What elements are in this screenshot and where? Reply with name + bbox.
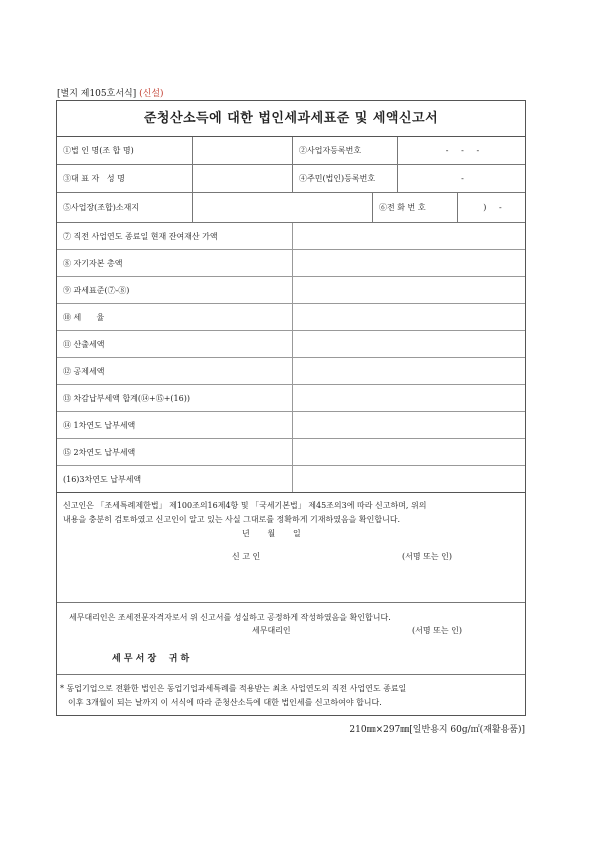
calc-row-label: ⑮ 2차연도 납부세액 bbox=[63, 448, 136, 457]
calc-row bbox=[57, 331, 525, 358]
calc-row-value[interactable] bbox=[292, 331, 528, 357]
calc-row-label: ⑦ 직전 사업연도 종료일 현재 잔여재산 가액 bbox=[63, 232, 218, 241]
office-info-row bbox=[57, 193, 525, 223]
phone-label: ⑥전 화 번 호 bbox=[372, 193, 457, 222]
declaration-text-line2: 내용을 충분히 검토하였고 신고인이 알고 있는 사실 그대로를 정확하게 기재하였음을 확인합니다. bbox=[63, 515, 401, 524]
paper-spec: 210㎜×297㎜[일반용지 60g/㎡(재활용품)] bbox=[349, 725, 525, 735]
office-address-field[interactable] bbox=[192, 193, 372, 222]
calc-row bbox=[57, 412, 525, 439]
calc-row-label: ⑫ 공제세액 bbox=[63, 367, 105, 376]
calc-row bbox=[57, 358, 525, 385]
calc-row-value[interactable] bbox=[292, 385, 528, 411]
note-section bbox=[57, 675, 525, 717]
office-address-label: ⑤사업장(조합)소재지 bbox=[63, 203, 140, 212]
corp-info-row bbox=[57, 137, 525, 165]
calc-row-value[interactable] bbox=[292, 277, 528, 303]
resident-no-label: ④주민(법인)등록번호 bbox=[292, 165, 397, 192]
calc-table bbox=[57, 223, 525, 484]
biz-reg-field[interactable]: - - - bbox=[397, 137, 527, 164]
calc-row-value[interactable] bbox=[292, 223, 528, 249]
rep-name-field[interactable] bbox=[192, 165, 292, 192]
declaration-section bbox=[57, 493, 525, 603]
calc-row-label: ⑭ 1차연도 납부세액 bbox=[63, 421, 136, 430]
calc-row-label: (16)3차연도 납부세액 bbox=[63, 475, 142, 484]
biz-reg-label: ②사업자등록번호 bbox=[292, 137, 397, 164]
rep-info-row bbox=[57, 165, 525, 193]
agent-text: 세무대리인은 조세전문자격자로서 위 신고서를 성실하고 공정하게 작성하였음을 확인합니다. bbox=[69, 613, 391, 622]
calc-row-label: ⑧ 자기자본 총액 bbox=[63, 259, 123, 268]
tax-agent-section bbox=[57, 603, 525, 675]
rep-name-label: ③대 표 자 성 명 bbox=[63, 174, 125, 183]
corp-name-label: ①법 인 명(조 합 명) bbox=[63, 146, 134, 155]
form-title: 준청산소득에 대한 법인세과세표준 및 세액신고서 bbox=[57, 101, 525, 137]
note-line1: * 동업기업으로 전환한 법인은 동업기업과세특례를 적용받는 최초 사업연도의 직전 사업연도 종료일 bbox=[60, 684, 407, 693]
calc-row-value[interactable] bbox=[292, 250, 528, 276]
tax-return-form bbox=[56, 100, 526, 716]
calc-row-value[interactable] bbox=[292, 439, 528, 465]
agent-sign-note: (서명 또는 인) bbox=[412, 626, 462, 635]
calc-row-value[interactable] bbox=[292, 304, 528, 330]
new-form-mark: (신설) bbox=[139, 89, 164, 99]
form-number-label bbox=[57, 86, 164, 99]
note-line2: 이후 3개월이 되는 날까지 이 서식에 따라 준청산소득에 대한 법인세를 신고하여야 합니다. bbox=[68, 698, 382, 707]
calc-row bbox=[57, 304, 525, 331]
calc-row-label: ⑪ 산출세액 bbox=[63, 340, 105, 349]
calc-row bbox=[57, 250, 525, 277]
declarant-sign-note: (서명 또는 인) bbox=[402, 552, 452, 561]
declarant-label: 신 고 인 bbox=[232, 552, 261, 561]
calc-row bbox=[57, 223, 525, 250]
form-number: [별지 제105호서식] bbox=[57, 89, 137, 99]
calc-row-label: ⑬ 차감납부세액 합계(⑭+⑮+(16)) bbox=[63, 394, 190, 403]
addressee: 세 무 서 장 귀 하 bbox=[112, 654, 190, 664]
corp-name-field[interactable] bbox=[192, 137, 292, 164]
phone-field[interactable]: ) - bbox=[457, 193, 527, 222]
calc-row bbox=[57, 439, 525, 466]
calc-row bbox=[57, 277, 525, 304]
resident-no-field[interactable]: - bbox=[397, 165, 527, 192]
calc-row-label: ⑩ 세 율 bbox=[63, 313, 105, 322]
calc-row bbox=[57, 385, 525, 412]
calc-row-value[interactable] bbox=[292, 466, 528, 492]
agent-label: 세무대리인 bbox=[252, 626, 291, 635]
calc-row-value[interactable] bbox=[292, 412, 528, 438]
calc-row-label: ⑨ 과세표준(⑦-⑧) bbox=[63, 286, 130, 295]
calc-row-value[interactable] bbox=[292, 358, 528, 384]
calc-row bbox=[57, 466, 525, 493]
declaration-text-line1: 신고인은 「조세특례제한법」 제100조의16제4항 및 「국세기본법」 제45조의3에 따라 신고하며, 위의 bbox=[63, 501, 427, 510]
declaration-date: 년 월 일 bbox=[242, 529, 301, 538]
